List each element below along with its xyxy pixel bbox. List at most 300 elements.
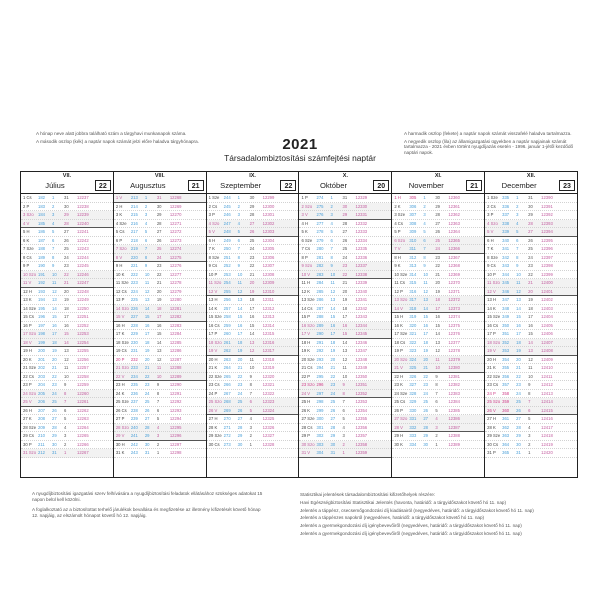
footer-right-2: Havi Egészségbiztosítási Statisztikai Jelentés (havonta, határidő: a tárgyidőszakot követő hó 11. nap): [300, 499, 506, 505]
day-of-year: 325: [409, 365, 417, 371]
day-row: [392, 262, 484, 271]
day-forward: 31: [330, 450, 336, 456]
day-of-year: 355: [502, 365, 510, 371]
day-backward: 26: [249, 229, 255, 235]
day-label: 17 Szo: [23, 331, 37, 337]
day-serial: 12267: [77, 450, 89, 456]
day-row: [114, 364, 206, 373]
day-of-year: 250: [223, 246, 231, 252]
day-backward: 20: [156, 288, 162, 294]
day-backward: 11: [342, 365, 347, 371]
month-header: [21, 172, 113, 194]
day-of-year: 212: [38, 450, 45, 456]
day-backward: 2: [156, 441, 160, 447]
day-of-year: 190: [38, 263, 45, 269]
day-label: 21 V: [394, 365, 403, 371]
day-label: 25 Szo: [208, 399, 222, 405]
day-label: 31 K: [115, 450, 125, 456]
day-backward: 20: [249, 280, 255, 286]
day-serial: 12265: [77, 433, 89, 439]
day-label: 10 K: [115, 271, 125, 277]
day-backward: 25: [528, 246, 533, 252]
footer-right-6: Jelentés a gyermekgondozási díj igénybevevőiről (negyedéves, határidő: a tárgyidőszakot követő hó 11. nap): [300, 530, 522, 536]
day-forward: 13: [237, 297, 243, 303]
day-forward: 11: [237, 280, 243, 286]
day-label: 3 P: [208, 212, 215, 218]
day-row: [299, 424, 391, 433]
day-label: 25 Szo: [487, 399, 501, 405]
day-row: [485, 271, 577, 280]
day-label: 28 Szo: [115, 424, 129, 430]
day-serial: 12253: [77, 331, 89, 337]
day-serial: 12318: [262, 356, 275, 362]
day-row: [207, 415, 299, 424]
day-forward: 8: [516, 254, 519, 260]
day-row: [485, 211, 577, 220]
day-row: [485, 194, 577, 203]
day-row: [299, 203, 391, 212]
day-forward: 16: [237, 322, 243, 328]
day-row: [207, 271, 299, 280]
day-label: 2 K: [394, 203, 401, 209]
day-forward: 5: [330, 229, 333, 235]
day-label: 17 P: [487, 331, 496, 337]
day-backward: 29: [64, 212, 69, 218]
day-backward: 3: [342, 433, 345, 439]
day-row: [299, 449, 391, 458]
day-serial: 12321: [262, 382, 275, 388]
day-of-year: 236: [130, 390, 138, 396]
day-of-year: 219: [130, 246, 138, 252]
day-label: 29 V: [115, 433, 125, 439]
day-backward: 12: [435, 348, 440, 354]
day-serial: 12396: [541, 246, 553, 252]
day-of-year: 329: [409, 399, 417, 405]
day-forward: 11: [52, 280, 57, 286]
month-name: Augusztus: [130, 181, 166, 190]
month-header: [299, 172, 391, 194]
day-forward: 8: [144, 254, 148, 260]
day-forward: 6: [516, 237, 519, 243]
day-forward: 29: [52, 433, 57, 439]
day-serial: 12271: [169, 220, 182, 226]
day-row: [299, 347, 391, 356]
day-label: 2 P: [23, 203, 30, 209]
day-forward: 18: [237, 339, 243, 345]
day-backward: 24: [249, 246, 255, 252]
day-label: 29 P: [301, 433, 311, 439]
day-serial: 12362: [448, 212, 460, 218]
day-forward: 9: [52, 263, 55, 269]
day-forward: 3: [52, 212, 55, 218]
day-row: [114, 449, 206, 458]
month-days: [114, 194, 206, 477]
day-serial: 12275: [169, 254, 182, 260]
day-row: [485, 254, 577, 263]
day-forward: 14: [144, 305, 150, 311]
day-of-year: 197: [38, 322, 45, 328]
day-serial: 12290: [169, 382, 182, 388]
day-of-year: 238: [130, 407, 138, 413]
day-backward: 2: [64, 441, 67, 447]
day-of-year: 312: [409, 254, 417, 260]
month-days: [207, 194, 299, 477]
footer-left-1: A nyugdíjbiztosítási igazgatási szerv felhívására a nyugdíjbiztosítási feladatok ellátásához szükséges adatokat 15 napon belül kell közölni.: [32, 491, 263, 502]
day-row: [114, 347, 206, 356]
day-forward: 12: [516, 288, 521, 294]
day-of-year: 333: [409, 433, 417, 439]
day-backward: 28: [342, 220, 348, 226]
day-backward: 21: [435, 271, 440, 277]
day-of-year: 349: [502, 314, 510, 320]
day-backward: 19: [64, 297, 69, 303]
day-label: 10 V: [301, 271, 311, 277]
day-row: [392, 211, 484, 220]
day-of-year: 184: [38, 212, 45, 218]
day-forward: 16: [52, 322, 57, 328]
day-of-year: 314: [409, 271, 417, 277]
day-label: 14 K: [487, 305, 496, 311]
day-serial: 12280: [169, 297, 182, 303]
day-forward: 20: [237, 356, 243, 362]
day-forward: 9: [516, 263, 519, 269]
day-row: [392, 364, 484, 373]
day-serial: 12297: [169, 441, 182, 447]
day-row: [114, 390, 206, 399]
day-forward: 26: [330, 407, 336, 413]
day-of-year: 200: [38, 348, 45, 354]
day-of-year: 267: [223, 390, 231, 396]
day-of-year: 334: [409, 441, 417, 447]
day-of-year: 365: [502, 450, 510, 456]
day-row: [21, 262, 113, 271]
day-serial: 12325: [262, 416, 275, 422]
day-backward: 15: [435, 322, 440, 328]
day-of-year: 263: [223, 356, 231, 362]
day-of-year: 361: [502, 416, 510, 422]
day-forward: 26: [423, 407, 428, 413]
day-forward: 24: [330, 390, 336, 396]
day-of-year: 342: [502, 254, 510, 260]
day-forward: 14: [52, 305, 57, 311]
day-backward: 1: [342, 450, 345, 456]
day-row: [485, 228, 577, 237]
day-row: [207, 228, 299, 237]
day-label: 7 Sze: [23, 246, 34, 252]
day-backward: 27: [528, 229, 533, 235]
day-serial: 12328: [262, 441, 275, 447]
day-of-year: 359: [502, 399, 510, 405]
note-right-1: A harmadik oszlop (fekete) a naptár napok számát visszafelé haladva tartalmazza.: [404, 131, 572, 136]
day-backward: 19: [156, 297, 162, 303]
day-forward: 29: [237, 433, 243, 439]
day-backward: 8: [342, 390, 345, 396]
day-backward: 11: [528, 365, 533, 371]
day-backward: 27: [249, 220, 255, 226]
day-row: [485, 262, 577, 271]
day-of-year: 195: [38, 305, 45, 311]
day-of-year: 294: [316, 365, 324, 371]
day-backward: 27: [64, 229, 69, 235]
day-backward: 15: [342, 331, 348, 337]
day-label: 15 Cs: [23, 314, 34, 320]
day-label: 27 H: [208, 416, 218, 422]
day-backward: 19: [249, 288, 255, 294]
day-backward: 3: [156, 433, 160, 439]
day-row: [207, 305, 299, 314]
day-serial: 12269: [169, 203, 182, 209]
day-forward: 16: [516, 322, 521, 328]
day-forward: 28: [144, 424, 150, 430]
day-of-year: 303: [316, 441, 324, 447]
day-row: [392, 305, 484, 314]
day-serial: 12370: [448, 280, 460, 286]
day-forward: 17: [52, 331, 57, 337]
day-row: [299, 390, 391, 399]
day-backward: 9: [249, 373, 252, 379]
day-of-year: 251: [223, 254, 231, 260]
day-of-year: 318: [409, 305, 417, 311]
day-of-year: 357: [502, 382, 510, 388]
day-serial: 12387: [448, 424, 460, 430]
day-of-year: 225: [130, 297, 138, 303]
day-backward: 8: [435, 382, 438, 388]
day-row: [21, 347, 113, 356]
footer-right-1: Statisztikai jelentések társadalombiztosítási kifizetőhelyek részére:: [300, 492, 436, 497]
day-of-year: 323: [409, 348, 417, 354]
day-of-year: 183: [38, 203, 45, 209]
day-row: [299, 220, 391, 229]
month-days: [392, 194, 484, 477]
day-row: [485, 339, 577, 348]
month-number: VII.: [62, 173, 72, 179]
day-of-year: 264: [223, 365, 231, 371]
day-backward: 7: [342, 399, 345, 405]
day-forward: 28: [423, 424, 428, 430]
day-serial: 12384: [448, 399, 460, 405]
day-forward: 28: [330, 424, 336, 430]
day-row: [207, 237, 299, 246]
day-serial: 12252: [77, 322, 89, 328]
day-of-year: 274: [316, 195, 324, 201]
day-of-year: 222: [130, 271, 138, 277]
day-forward: 20: [144, 356, 150, 362]
day-label: 17 Sze: [394, 331, 408, 337]
day-backward: 30: [249, 195, 255, 201]
day-backward: 25: [249, 237, 255, 243]
day-backward: 24: [342, 254, 348, 260]
day-forward: 15: [516, 314, 521, 320]
day-backward: 15: [528, 331, 533, 337]
day-of-year: 324: [409, 356, 417, 362]
day-label: 10 P: [487, 271, 496, 277]
day-row: [207, 407, 299, 416]
day-label: 6 K: [23, 237, 30, 243]
day-of-year: 332: [409, 424, 417, 430]
day-row: [114, 313, 206, 322]
day-backward: 18: [156, 305, 162, 311]
day-forward: 8: [237, 254, 240, 260]
day-of-year: 205: [38, 390, 45, 396]
day-row: [392, 432, 484, 441]
day-backward: 17: [156, 314, 162, 320]
day-serial: 12314: [262, 322, 275, 328]
day-forward: 29: [516, 433, 521, 439]
day-serial: 12268: [169, 195, 182, 201]
day-of-year: 358: [502, 390, 510, 396]
day-serial: 12379: [448, 356, 460, 362]
day-backward: 10: [249, 365, 255, 371]
day-row: [485, 390, 577, 399]
day-row: [21, 322, 113, 331]
day-label: 29 Sze: [208, 433, 222, 439]
day-serial: 12239: [77, 212, 89, 218]
day-label: 4 Szo: [208, 220, 220, 226]
month-days: [21, 194, 113, 477]
day-backward: 15: [249, 322, 255, 328]
day-serial: 12316: [262, 339, 275, 345]
day-serial: 12356: [355, 424, 368, 430]
day-row: [21, 339, 113, 348]
day-label: 7 K: [487, 246, 494, 252]
day-serial: 12331: [355, 212, 368, 218]
day-serial: 12382: [448, 382, 460, 388]
day-of-year: 339: [502, 229, 510, 235]
day-forward: 5: [423, 229, 426, 235]
day-row: [114, 254, 206, 263]
day-backward: 20: [435, 280, 440, 286]
day-of-year: 237: [130, 399, 138, 405]
day-backward: 1: [528, 450, 531, 456]
day-serial: 12358: [355, 441, 368, 447]
day-of-year: 286: [316, 297, 324, 303]
day-forward: 4: [144, 220, 148, 226]
footer-right: [300, 491, 590, 538]
day-of-year: 208: [38, 416, 45, 422]
day-row: [21, 194, 113, 203]
day-label: 17 K: [115, 331, 125, 337]
month-header: [392, 172, 484, 194]
day-row: [114, 237, 206, 246]
day-backward: 9: [435, 373, 438, 379]
day-label: 1 P: [301, 195, 308, 201]
day-row: [21, 390, 113, 399]
day-backward: 4: [64, 424, 67, 430]
day-backward: 28: [528, 220, 533, 226]
day-serial: 12240: [77, 220, 89, 226]
day-of-year: 343: [502, 263, 510, 269]
day-serial: 12257: [77, 365, 89, 371]
day-forward: 23: [516, 382, 521, 388]
day-forward: 7: [237, 246, 240, 252]
day-serial: 12298: [169, 450, 182, 456]
day-backward: 8: [156, 390, 160, 396]
day-of-year: 224: [130, 288, 138, 294]
day-serial: 12251: [77, 314, 89, 320]
day-row: [21, 415, 113, 424]
day-backward: 14: [435, 331, 440, 337]
day-of-year: 235: [130, 382, 138, 388]
day-of-year: 182: [38, 195, 45, 201]
day-of-year: 201: [38, 356, 45, 362]
day-of-year: 290: [316, 331, 324, 337]
day-forward: 18: [423, 339, 428, 345]
day-backward: 25: [435, 237, 440, 243]
day-backward: 2: [249, 433, 252, 439]
day-label: 6 Szo: [394, 237, 406, 243]
day-row: [299, 237, 391, 246]
month-name: Október: [319, 181, 347, 190]
day-row: [207, 313, 299, 322]
day-label: 28 V: [394, 424, 403, 430]
day-serial: 12414: [541, 399, 553, 405]
day-row: [485, 356, 577, 365]
day-of-year: 253: [223, 271, 231, 277]
day-backward: 5: [156, 416, 160, 422]
day-row: [21, 398, 113, 407]
day-backward: 30: [342, 203, 348, 209]
day-forward: 26: [144, 407, 150, 413]
day-forward: 5: [516, 229, 519, 235]
day-forward: 4: [423, 220, 426, 226]
day-serial: 12406: [541, 331, 553, 337]
day-backward: 5: [435, 407, 438, 413]
day-serial: 12345: [355, 331, 368, 337]
workdays-count: 21: [188, 180, 204, 191]
day-row: [207, 245, 299, 254]
day-of-year: 278: [316, 229, 324, 235]
day-forward: 1: [237, 195, 240, 201]
day-label: 4 V: [23, 220, 30, 226]
day-serial: 12405: [541, 322, 553, 328]
day-serial: 12348: [355, 356, 368, 362]
day-forward: 26: [52, 407, 57, 413]
day-serial: 12411: [541, 373, 553, 379]
day-forward: 17: [237, 331, 243, 337]
day-forward: 21: [52, 365, 57, 371]
day-label: 17 V: [301, 331, 311, 337]
day-label: 10 P: [208, 271, 218, 277]
day-backward: 6: [435, 399, 438, 405]
day-of-year: 202: [38, 365, 45, 371]
day-serial: 12392: [541, 212, 553, 218]
day-backward: 9: [156, 382, 160, 388]
day-serial: 12238: [77, 203, 89, 209]
day-label: 26 K: [301, 407, 311, 413]
day-of-year: 319: [409, 314, 417, 320]
day-of-year: 272: [223, 433, 231, 439]
day-label: 21 K: [487, 365, 496, 371]
day-of-year: 254: [223, 280, 231, 286]
day-row: [21, 330, 113, 339]
day-forward: 21: [144, 365, 150, 371]
day-forward: 11: [423, 280, 428, 286]
day-label: 25 Cs: [394, 399, 406, 405]
day-label: 19 H: [23, 348, 32, 354]
day-backward: 7: [528, 399, 531, 405]
day-of-year: 240: [130, 424, 138, 430]
day-forward: 1: [330, 195, 333, 201]
day-forward: 13: [423, 297, 428, 303]
day-row: [392, 245, 484, 254]
day-backward: 6: [64, 407, 67, 413]
day-forward: 9: [330, 263, 333, 269]
day-serial: 12408: [541, 348, 553, 354]
day-backward: 16: [64, 322, 69, 328]
day-forward: 11: [330, 280, 335, 286]
day-row: [392, 322, 484, 331]
day-forward: 23: [237, 382, 243, 388]
